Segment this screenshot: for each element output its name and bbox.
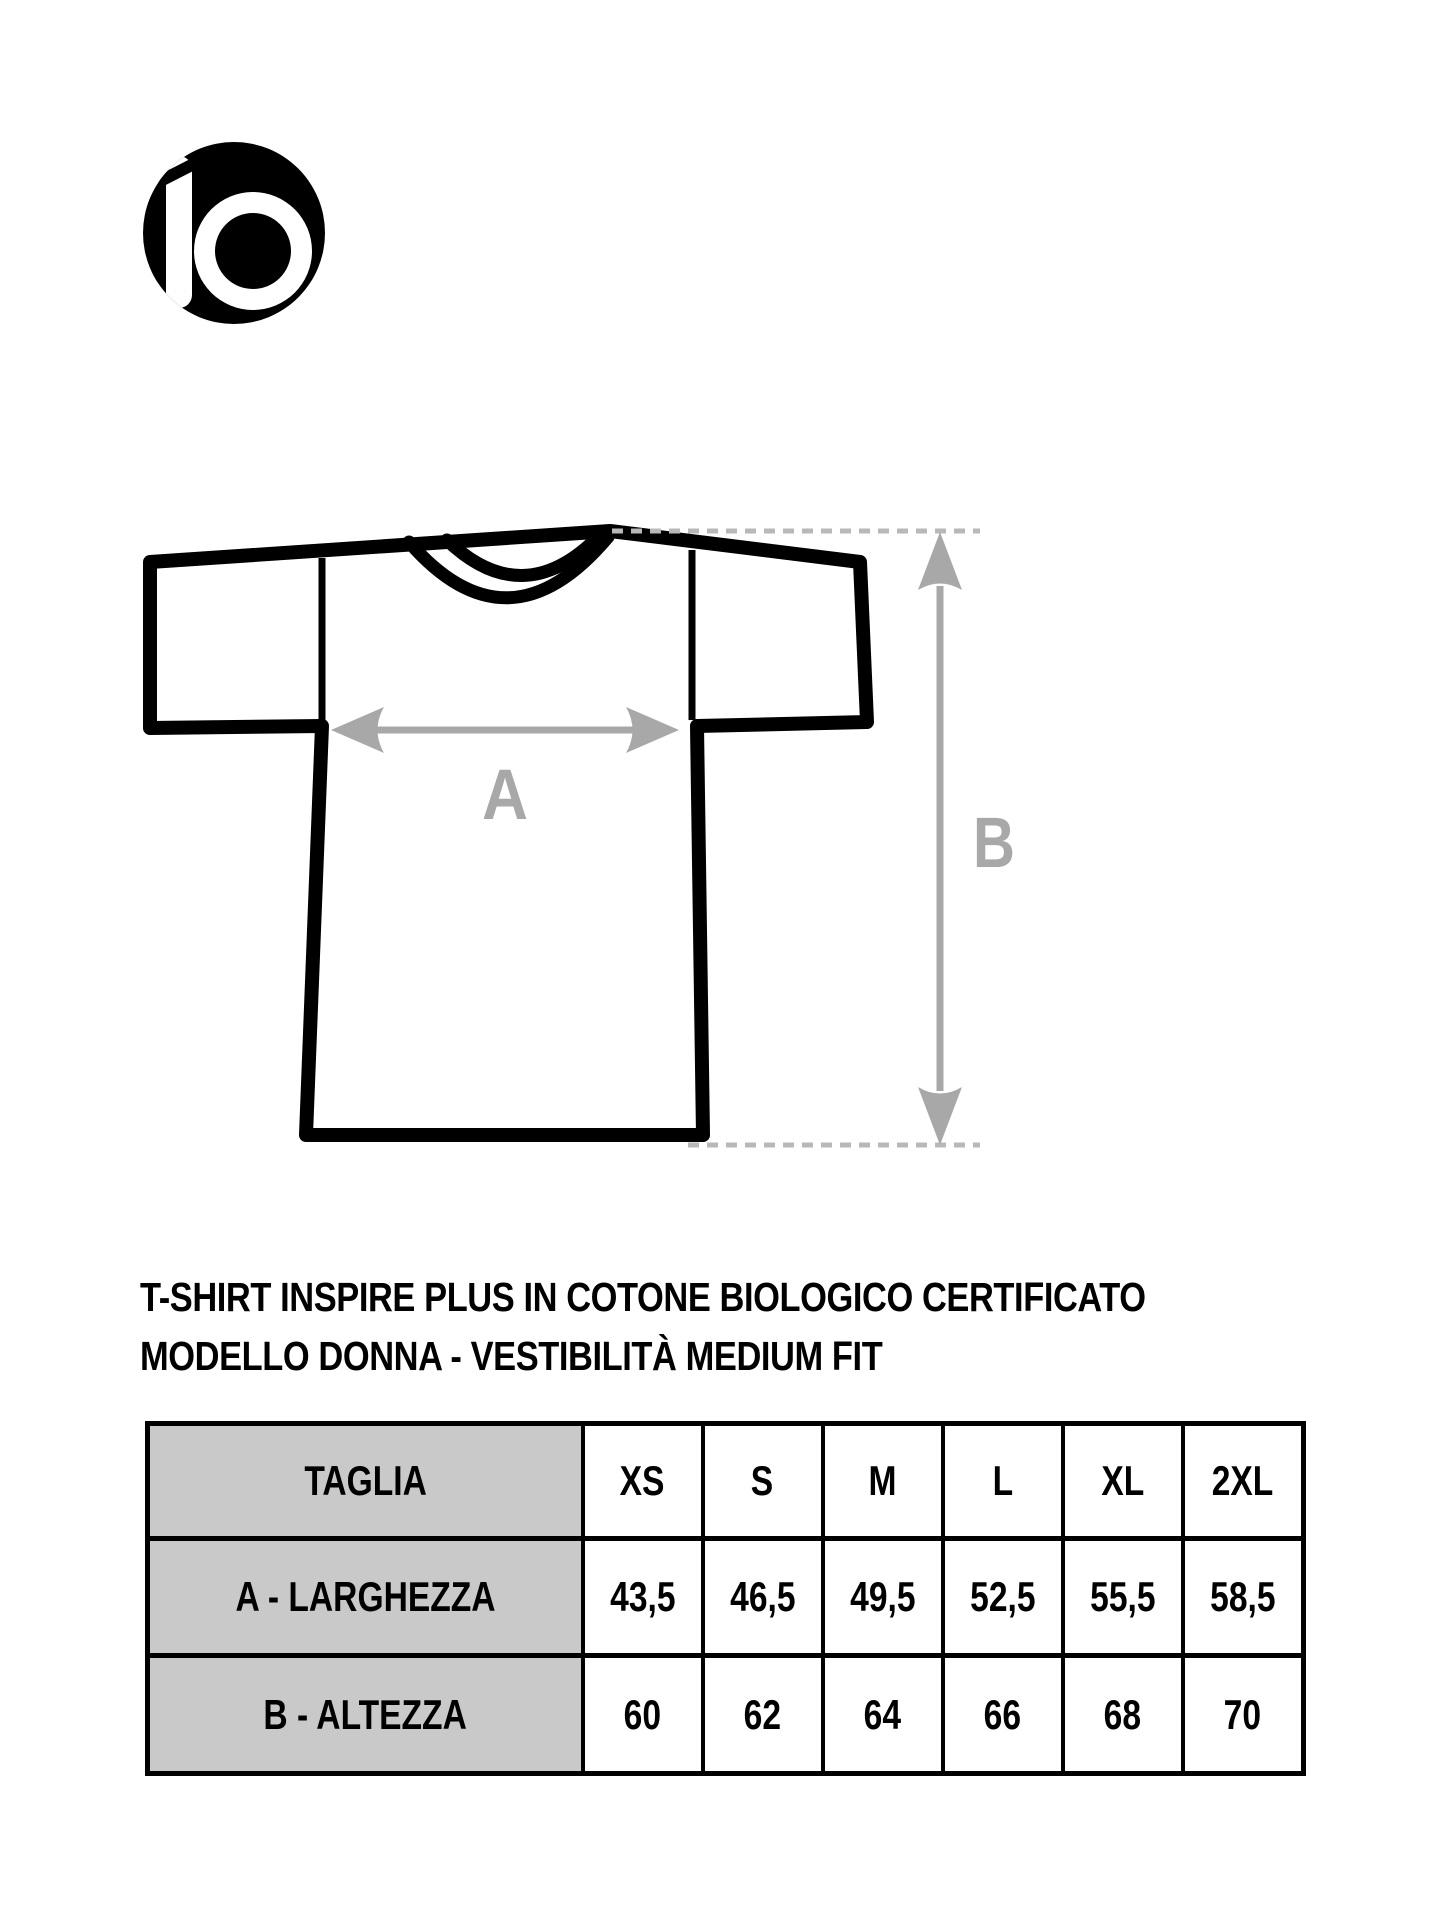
size-header-cell: XL (1063, 1424, 1183, 1539)
size-value-cell: 52,5 (943, 1539, 1063, 1656)
row-label-cell: B - ALTEZZA (148, 1656, 583, 1774)
size-table-header-row (148, 1424, 1304, 1539)
width-label: A (482, 756, 528, 835)
size-value-cell: 55,5 (1063, 1539, 1183, 1656)
size-value-cell: 43,5 (583, 1539, 703, 1656)
size-header-cell: XS (583, 1424, 703, 1539)
product-title-line2: MODELLO DONNA - VESTIBILITÀ MEDIUM FIT (140, 1333, 883, 1379)
size-value-cell: 68 (1063, 1656, 1183, 1774)
size-header-cell: M (823, 1424, 943, 1539)
size-value-cell: 60 (583, 1656, 703, 1774)
product-title-line1: T-SHIRT INSPIRE PLUS IN COTONE BIOLOGICO CERTIFICATO (140, 1274, 1146, 1320)
size-header-cell: 2XL (1183, 1424, 1304, 1539)
size-value-cell: 58,5 (1183, 1539, 1304, 1656)
size-value-cell: 66 (943, 1656, 1063, 1774)
height-arrow (918, 532, 962, 1145)
height-label: B (973, 804, 1015, 883)
size-header-cell: L (943, 1424, 1063, 1539)
size-value-cell: 46,5 (703, 1539, 823, 1656)
size-value-cell: 62 (703, 1656, 823, 1774)
product-title (140, 1268, 1337, 1386)
size-table-corner-cell: TAGLIA (148, 1424, 583, 1539)
row-label-cell: A - LARGHEZZA (148, 1539, 583, 1656)
size-header-cell: S (703, 1424, 823, 1539)
width-row (148, 1539, 1304, 1656)
height-row (148, 1656, 1304, 1774)
size-value-cell: 70 (1183, 1656, 1304, 1774)
size-value-cell: 49,5 (823, 1539, 943, 1656)
size-table (145, 1421, 1306, 1776)
size-value-cell: 64 (823, 1656, 943, 1774)
